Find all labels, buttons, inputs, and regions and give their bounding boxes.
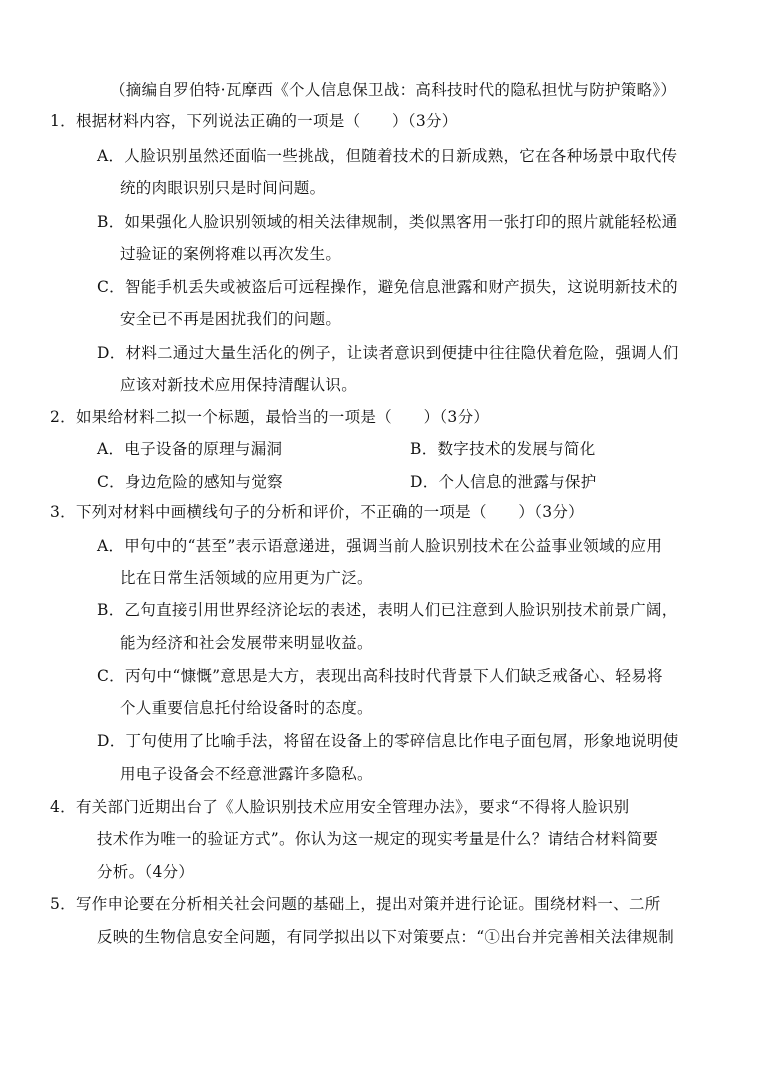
question-3-option-b-line1: B．乙句直接引用世界经济论坛的表述，表明人们已注意到人脸识别技术前景广阔， — [97, 601, 678, 619]
question-4-line2: 技术作为唯一的验证方式”。你认为这一规定的现实考量是什么？请结合材料简要 — [97, 830, 659, 848]
question-3-stem: 3．下列对材料中画横线句子的分析和评价，不正确的一项是（ ）（3分） — [50, 503, 584, 521]
question-2-stem: 2．如果给材料二拟一个标题，最恰当的一项是（ ）（3分） — [50, 408, 490, 426]
question-3-option-a-line2: 比在日常生活领域的应用更为广泛。 — [120, 569, 373, 587]
question-3-option-c-line2: 个人重要信息托付给设备时的态度。 — [120, 699, 373, 717]
question-4-line1: 4．有关部门近期出台了《人脸识别技术应用安全管理办法》，要求“不得将人脸识别 — [50, 798, 630, 816]
question-4-line3: 分析。（4分） — [97, 863, 195, 881]
question-1-option-c-line2: 安全已不再是困扰我们的问题。 — [120, 310, 342, 328]
question-3-option-d-line2: 用电子设备会不经意泄露许多隐私。 — [120, 765, 373, 783]
question-1-option-c-line1: C．智能手机丢失或被盗后可远程操作，避免信息泄露和财产损失，这说明新技术的 — [97, 278, 678, 296]
question-1-option-a-line1: A．人脸识别虽然还面临一些挑战，但随着技术的日新成熟，它在各种场景中取代传 — [97, 147, 678, 165]
question-1-option-b-line2: 过验证的案例将难以再次发生。 — [120, 245, 342, 263]
question-1-option-b-line1: B．如果强化人脸识别领域的相关法律规制，类似黑客用一张打印的照片就能轻松通 — [97, 213, 678, 231]
question-1-stem: 1．根据材料内容，下列说法正确的一项是（ ）（3分） — [50, 112, 458, 130]
question-3-option-b-line2: 能为经济和社会发展带来明显收益。 — [120, 634, 373, 652]
question-2-option-a: A．电子设备的原理与漏洞 — [97, 440, 283, 458]
question-2-option-c: C．身边危险的感知与觉察 — [97, 473, 283, 491]
question-5-line1: 5．写作申论要在分析相关社会问题的基础上，提出对策并进行论证。围绕材料一、二所 — [50, 895, 661, 913]
question-3-option-d-line1: D．丁句使用了比喻手法，将留在设备上的零碎信息比作电子面包屑，形象地说明使 — [97, 732, 679, 750]
question-5-line2: 反映的生物信息安全问题，有同学拟出以下对策要点：“①出台并完善相关法律规制 — [97, 928, 675, 946]
question-2-option-d: D．个人信息的泄露与保护 — [410, 473, 597, 491]
question-3-option-a-line1: A．甲句中的“甚至”表示语意递进，强调当前人脸识别技术在公益事业领域的应用 — [97, 537, 663, 555]
question-3-option-c-line1: C．丙句中“慷慨”意思是大方，表现出高科技时代背景下人们缺乏戒备心、轻易将 — [97, 667, 663, 685]
question-1-option-d-line1: D．材料二通过大量生活化的例子，让读者意识到便捷中往往隐伏着危险，强调人们 — [97, 344, 679, 362]
source-citation: （摘编自罗伯特·瓦摩西《个人信息保卫战：高科技时代的隐私担忧与防护策略》） — [110, 81, 677, 99]
question-2-option-b: B．数字技术的发展与简化 — [410, 440, 596, 458]
question-1-option-a-line2: 统的肉眼识别只是时间问题。 — [120, 179, 326, 197]
question-1-option-d-line2: 应该对新技术应用保持清醒认识。 — [120, 376, 358, 394]
